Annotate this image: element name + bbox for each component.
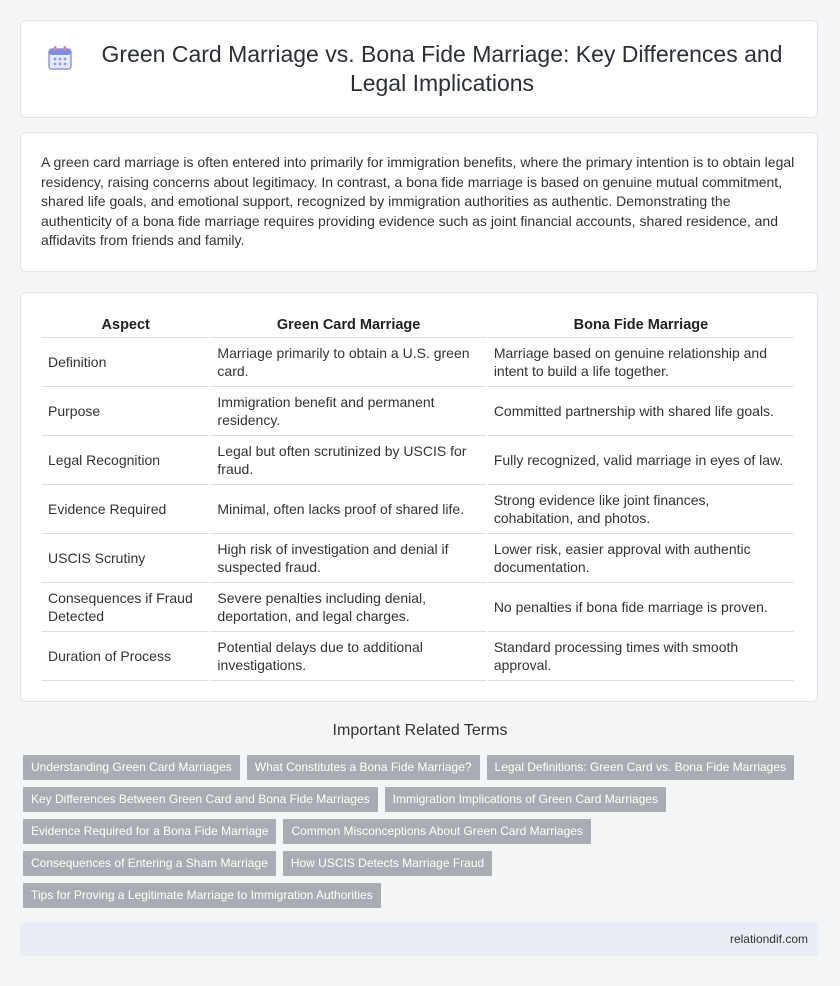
comparison-table [40, 313, 796, 681]
cell-aspect: USCIS Scrutiny [42, 534, 209, 583]
cell-green-card: Severe penalties including denial, deportation, and legal charges. [211, 583, 485, 632]
related-term-tag[interactable]: Tips for Proving a Legitimate Marriage to Immigration Authorities [23, 883, 381, 908]
footer [20, 922, 818, 956]
cell-green-card: High risk of investigation and denial if suspected fraud. [211, 534, 485, 583]
title-wrap [26, 40, 812, 98]
related-term-tag[interactable]: Immigration Implications of Green Card Marriages [385, 787, 666, 812]
cell-aspect: Definition [42, 338, 209, 387]
footer-site-link[interactable]: relationdif.com [729, 932, 808, 946]
related-term-tag[interactable]: Common Misconceptions About Green Card Marriages [283, 819, 590, 844]
intro-card [20, 132, 818, 272]
header-bona-fide: Bona Fide Marriage [488, 313, 794, 338]
cell-bona-fide: Fully recognized, valid marriage in eyes of law. [488, 436, 794, 485]
cell-aspect: Duration of Process [42, 632, 209, 681]
related-term-tag[interactable]: Key Differences Between Green Card and Bona Fide Marriages [23, 787, 378, 812]
cell-bona-fide: Standard processing times with smooth approval. [488, 632, 794, 681]
tag-row [23, 787, 823, 812]
related-term-tag[interactable]: What Constitutes a Bona Fide Marriage? [247, 755, 480, 780]
tag-row [23, 819, 823, 844]
table-row [42, 387, 794, 436]
related-terms-list [23, 755, 823, 915]
cell-green-card: Immigration benefit and permanent residency. [211, 387, 485, 436]
cell-bona-fide: Marriage based on genuine relationship and intent to build a life together. [488, 338, 794, 387]
table-header-row [42, 313, 794, 338]
cell-bona-fide: No penalties if bona fide marriage is proven. [488, 583, 794, 632]
header-green-card: Green Card Marriage [211, 313, 485, 338]
table-row [42, 583, 794, 632]
tag-row [23, 883, 823, 908]
table-row [42, 534, 794, 583]
tag-row [23, 851, 823, 876]
cell-aspect: Purpose [42, 387, 209, 436]
calendar-icon [46, 44, 74, 72]
table-row [42, 632, 794, 681]
cell-green-card: Marriage primarily to obtain a U.S. green card. [211, 338, 485, 387]
related-term-tag[interactable]: How USCIS Detects Marriage Fraud [283, 851, 492, 876]
cell-aspect: Consequences if Fraud Detected [42, 583, 209, 632]
tag-row [23, 755, 823, 780]
cell-aspect: Evidence Required [42, 485, 209, 534]
table-row [42, 436, 794, 485]
table-row [42, 338, 794, 387]
cell-green-card: Minimal, often lacks proof of shared life. [211, 485, 485, 534]
cell-bona-fide: Lower risk, easier approval with authentic documentation. [488, 534, 794, 583]
related-term-tag[interactable]: Consequences of Entering a Sham Marriage [23, 851, 276, 876]
table-row [42, 485, 794, 534]
cell-green-card: Potential delays due to additional investigations. [211, 632, 485, 681]
related-term-tag[interactable]: Legal Definitions: Green Card vs. Bona Fide Marriages [487, 755, 794, 780]
related-terms-heading: Important Related Terms [332, 722, 508, 739]
page-title: Green Card Marriage vs. Bona Fide Marriage: Key Differences and Legal Implications [101, 41, 783, 96]
intro-paragraph: A green card marriage is often entered into primarily for immigration benefits, where the primary intention is to obtain legal residency, raising concerns about legitimacy. In contrast, a bona fide marriage is based on genuine mutual commitment, shared life goals, and emotional support, recognized by immigration authorities as authentic. Demonstrating the authenticity of a bona fide marriage requires providing evidence such as joint financial accounts, shared residence, and affidavits from friends and family. [41, 154, 795, 248]
cell-aspect: Legal Recognition [42, 436, 209, 485]
header-aspect: Aspect [42, 313, 209, 338]
title-card [20, 20, 818, 118]
cell-bona-fide: Strong evidence like joint finances, cohabitation, and photos. [488, 485, 794, 534]
comparison-card [20, 292, 818, 702]
related-term-tag[interactable]: Evidence Required for a Bona Fide Marriage [23, 819, 276, 844]
related-term-tag[interactable]: Understanding Green Card Marriages [23, 755, 240, 780]
cell-green-card: Legal but often scrutinized by USCIS for fraud. [211, 436, 485, 485]
cell-bona-fide: Committed partnership with shared life goals. [488, 387, 794, 436]
